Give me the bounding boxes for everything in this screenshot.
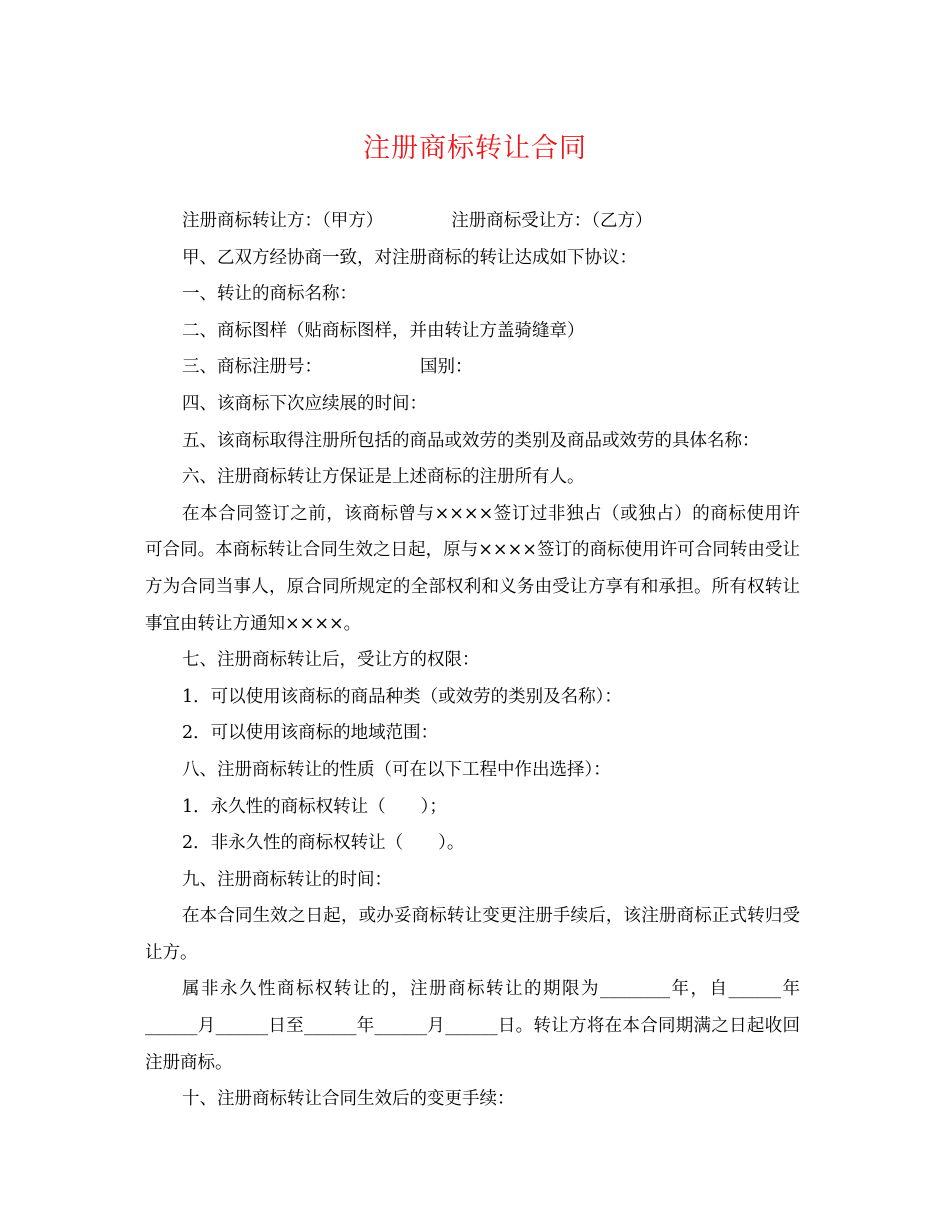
transferor-label: 注册商标转让方：（甲方） xyxy=(182,211,384,231)
paragraph-license-contract: 在本合同签订之前，该商标曾与××××签订过非独占（或独占）的商标使用许可合同。本商标转让合同生效之日起，原与××××签订的商标使用许可合同转由受让方为合同当事人，原合同所规定的全部权利和义务由受让方享有和承担。所有权转让事宜由转让方通知××××。 xyxy=(145,503,800,634)
parties-line xyxy=(145,203,800,240)
item-non-permanent-transfer: 2．非永久性的商标权转让（ ）。 xyxy=(182,833,465,854)
clause-1-trademark-name: 一、转让的商标名称： xyxy=(182,284,357,305)
clause-6-ownership-guarantee: 六、注册商标转让方保证是上述商标的注册所有人。 xyxy=(182,467,585,488)
clause-5-goods-services: 五、该商标取得注册所包括的商品或效劳的类别及商品或效劳的具体名称： xyxy=(182,430,760,451)
item-territory: 2．可以使用该商标的地域范围： xyxy=(182,723,439,744)
paragraph-agreement-intro: 甲、乙双方经协商一致，对注册商标的转让达成如下协议： xyxy=(182,247,637,268)
registration-number-label: 三、商标注册号： xyxy=(182,357,322,378)
clause-9-transfer-time: 九、注册商标转让的时间： xyxy=(182,869,392,890)
clause-3-registration-number xyxy=(145,349,800,386)
country-label: 国别： xyxy=(420,357,473,378)
clause-4-renewal-time: 四、该商标下次应续展的时间： xyxy=(182,393,427,414)
paragraph-effective-date: 在本合同生效之日起，或办妥商标转让变更注册手续后，该注册商标正式转归受让方。 xyxy=(145,906,800,963)
item-goods-types: 1．可以使用该商标的商品种类（或效劳的类别及名称）： xyxy=(182,686,622,707)
paragraph-transfer-period: 属非永久性商标权转让的，注册商标转让的期限为________年，自______年______月______日至______年______月______日。转让方将在本合同期满之日起收回注册商标。 xyxy=(145,979,800,1073)
document-title: 注册商标转让合同 xyxy=(363,133,587,164)
item-permanent-transfer: 1．永久性的商标权转让（ ）； xyxy=(182,796,447,817)
document-body xyxy=(145,203,800,1118)
clause-7-transferee-rights: 七、注册商标转让后，受让方的权限： xyxy=(182,650,480,671)
clause-2-trademark-sample: 二、商标图样（贴商标图样，并由转让方盖骑缝章） xyxy=(182,320,585,341)
clause-8-transfer-nature: 八、注册商标转让的性质（可在以下工程中作出选择）： xyxy=(182,759,611,780)
transferee-label: 注册商标受让方：（乙方） xyxy=(451,211,653,231)
clause-10-change-procedures: 十、注册商标转让合同生效后的变更手续： xyxy=(182,1089,515,1110)
